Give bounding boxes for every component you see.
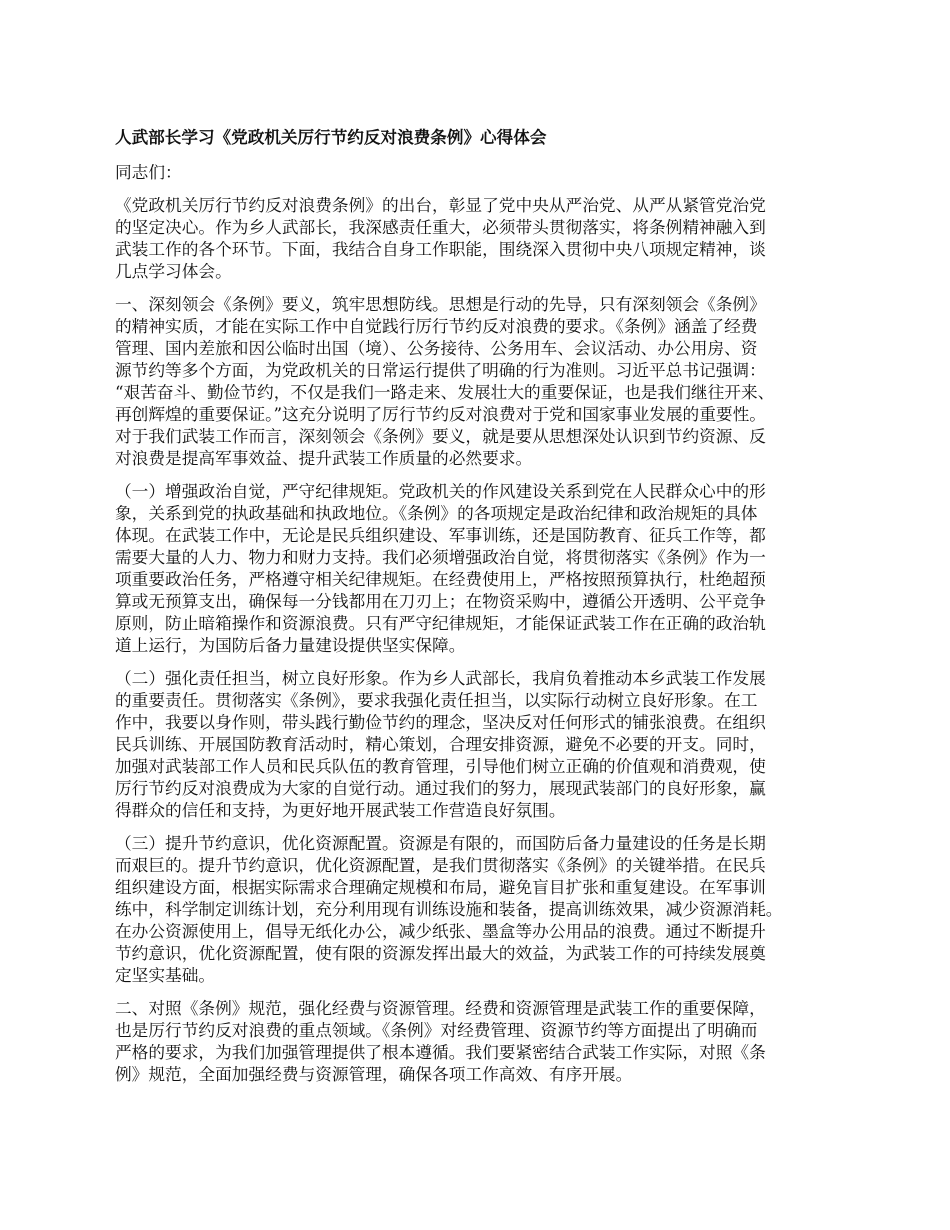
text-line: 节约意识，优化资源配置，使有限的资源发挥出最大的效益，为武装工作的可持续发展奠 — [115, 943, 766, 963]
text-line: 定坚实基础。 — [115, 965, 216, 985]
paragraph — [115, 667, 845, 821]
text-line: 的坚定决心。作为乡人武部长，我深感责任重大，必须带头贯彻落实，将条例精神融入到 — [115, 217, 766, 237]
text-line: 再创辉煌的重要保证。”这充分说明了厉行节约反对浪费对于党和国家事业发展的重要性。 — [115, 404, 766, 424]
text-line: 得群众的信任和支持，为更好地开展武装工作营造良好氛围。 — [115, 800, 566, 820]
text-line: 算或无预算支出，确保每一分钱都用在刀刃上；在物资采购中，遵循公开透明、公平竞争 — [115, 591, 766, 611]
document-body — [115, 127, 845, 1096]
text-line: 练中，科学制定训练计划，充分利用现有训练设施和装备，提高训练效果，减少资源消耗。 — [115, 899, 783, 919]
text-line: 对于我们武装工作而言，深刻领会《条例》要义，就是要从思想深处认识到节约资源、反 — [115, 426, 766, 446]
text-line: （三）提升节约意识，优化资源配置。资源是有限的，而国防后备力量建设的任务是长期 — [115, 833, 766, 853]
text-line: 体现。在武装工作中，无论是民兵组织建设、军事训练，还是国防教育、征兵工作等，都 — [115, 525, 766, 545]
text-line: 民兵训练、开展国防教育活动时，精心策划，合理安排资源，避免不必要的开支。同时， — [115, 734, 766, 754]
paragraph — [115, 194, 845, 282]
paragraph — [115, 832, 845, 986]
text-line: 需要大量的人力、物力和财力支持。我们必须增强政治自觉，将贯彻落实《条例》作为一 — [115, 547, 766, 567]
text-line: 的精神实质，才能在实际工作中自觉践行厉行节约反对浪费的要求。《条例》涵盖了经费 — [115, 316, 758, 336]
paragraph — [115, 997, 845, 1085]
paragraph — [115, 293, 845, 469]
text-line: 例》规范，全面加强经费与资源管理，确保各项工作高效、有序开展。 — [115, 1064, 633, 1084]
text-line: 二、对照《条例》规范，强化经费与资源管理。经费和资源管理是武装工作的重要保障， — [115, 998, 766, 1018]
text-line: 在办公资源使用上，倡导无纸化办公，减少纸张、墨盒等办公用品的浪费。通过不断提升 — [115, 921, 766, 941]
text-line: “艰苦奋斗、勤俭节约，不仅是我们一路走来、发展壮大的重要保证，也是我们继往开来、 — [115, 382, 775, 402]
text-line: 项重要政治任务，严格遵守相关纪律规矩。在经费使用上，严格按照预算执行，杜绝超预 — [115, 569, 766, 589]
text-line: （一）增强政治自觉，严守纪律规矩。党政机关的作风建设关系到党在人民群众心中的形 — [115, 481, 766, 501]
text-line: 一、深刻领会《条例》要义，筑牢思想防线。思想是行动的先导，只有深刻领会《条例》 — [115, 294, 766, 314]
text-line: 也是厉行节约反对浪费的重点领域。《条例》对经费管理、资源节约等方面提出了明确而 — [115, 1020, 758, 1040]
paragraph — [115, 480, 845, 656]
text-line: 《党政机关厉行节约反对浪费条例》的出台，彰显了党中央从严治党、从严从紧管党治党 — [115, 195, 766, 215]
document-title: 人武部长学习《党政机关厉行节约反对浪费条例》心得体会 — [115, 128, 547, 147]
text-line: 原则，防止暗箱操作和资源浪费。只有严守纪律规矩，才能保证武装工作在正确的政治轨 — [115, 613, 766, 633]
text-line: 对浪费是提高军事效益、提升武装工作质量的必然要求。 — [115, 448, 533, 468]
text-line: （二）强化责任担当，树立良好形象。作为乡人武部长，我肩负着推动本乡武装工作发展 — [115, 668, 766, 688]
text-line: 作中，我要以身作则，带头践行勤俭节约的理念，坚决反对任何形式的铺张浪费。在组织 — [115, 712, 766, 732]
text-line: 几点学习体会。 — [115, 261, 232, 281]
text-line: 组织建设方面，根据实际需求合理确定规模和布局，避免盲目扩张和重复建设。在军事训 — [115, 877, 766, 897]
text-line: 的重要责任。贯彻落实《条例》，要求我强化责任担当，以实际行动树立良好形象。在工 — [115, 690, 758, 710]
paragraphs — [115, 161, 845, 1085]
text-line: 管理、国内差旅和因公临时出国（境）、公务接待、公务用车、会议活动、办公用房、资 — [115, 338, 758, 358]
text-line: 加强对武装部工作人员和民兵队伍的教育管理，引导他们树立正确的价值观和消费观，使 — [115, 756, 766, 776]
text-line: 而艰巨的。提升节约意识，优化资源配置，是我们贯彻落实《条例》的关键举措。在民兵 — [115, 855, 766, 875]
text-line: 武装工作的各个环节。下面，我结合自身工作职能，围绕深入贯彻中央八项规定精神，谈 — [115, 239, 766, 259]
text-line: 道上运行，为国防后备力量建设提供坚实保障。 — [115, 635, 466, 655]
text-line: 象，关系到党的执政基础和执政地位。《条例》的各项规定是政治纪律和政治规矩的具体 — [115, 503, 758, 523]
text-line: 严格的要求，为我们加强管理提供了根本遵循。我们要紧密结合武装工作实际，对照《条 — [115, 1042, 766, 1062]
text-line: 源节约等多个方面，为党政机关的日常运行提供了明确的行为准则。习近平总书记强调： — [115, 360, 766, 380]
salutation — [115, 161, 845, 183]
text-line: 厉行节约反对浪费成为大家的自觉行动。通过我们的努力，展现武装部门的良好形象，赢 — [115, 778, 766, 798]
text-line: 同志们： — [115, 162, 182, 182]
